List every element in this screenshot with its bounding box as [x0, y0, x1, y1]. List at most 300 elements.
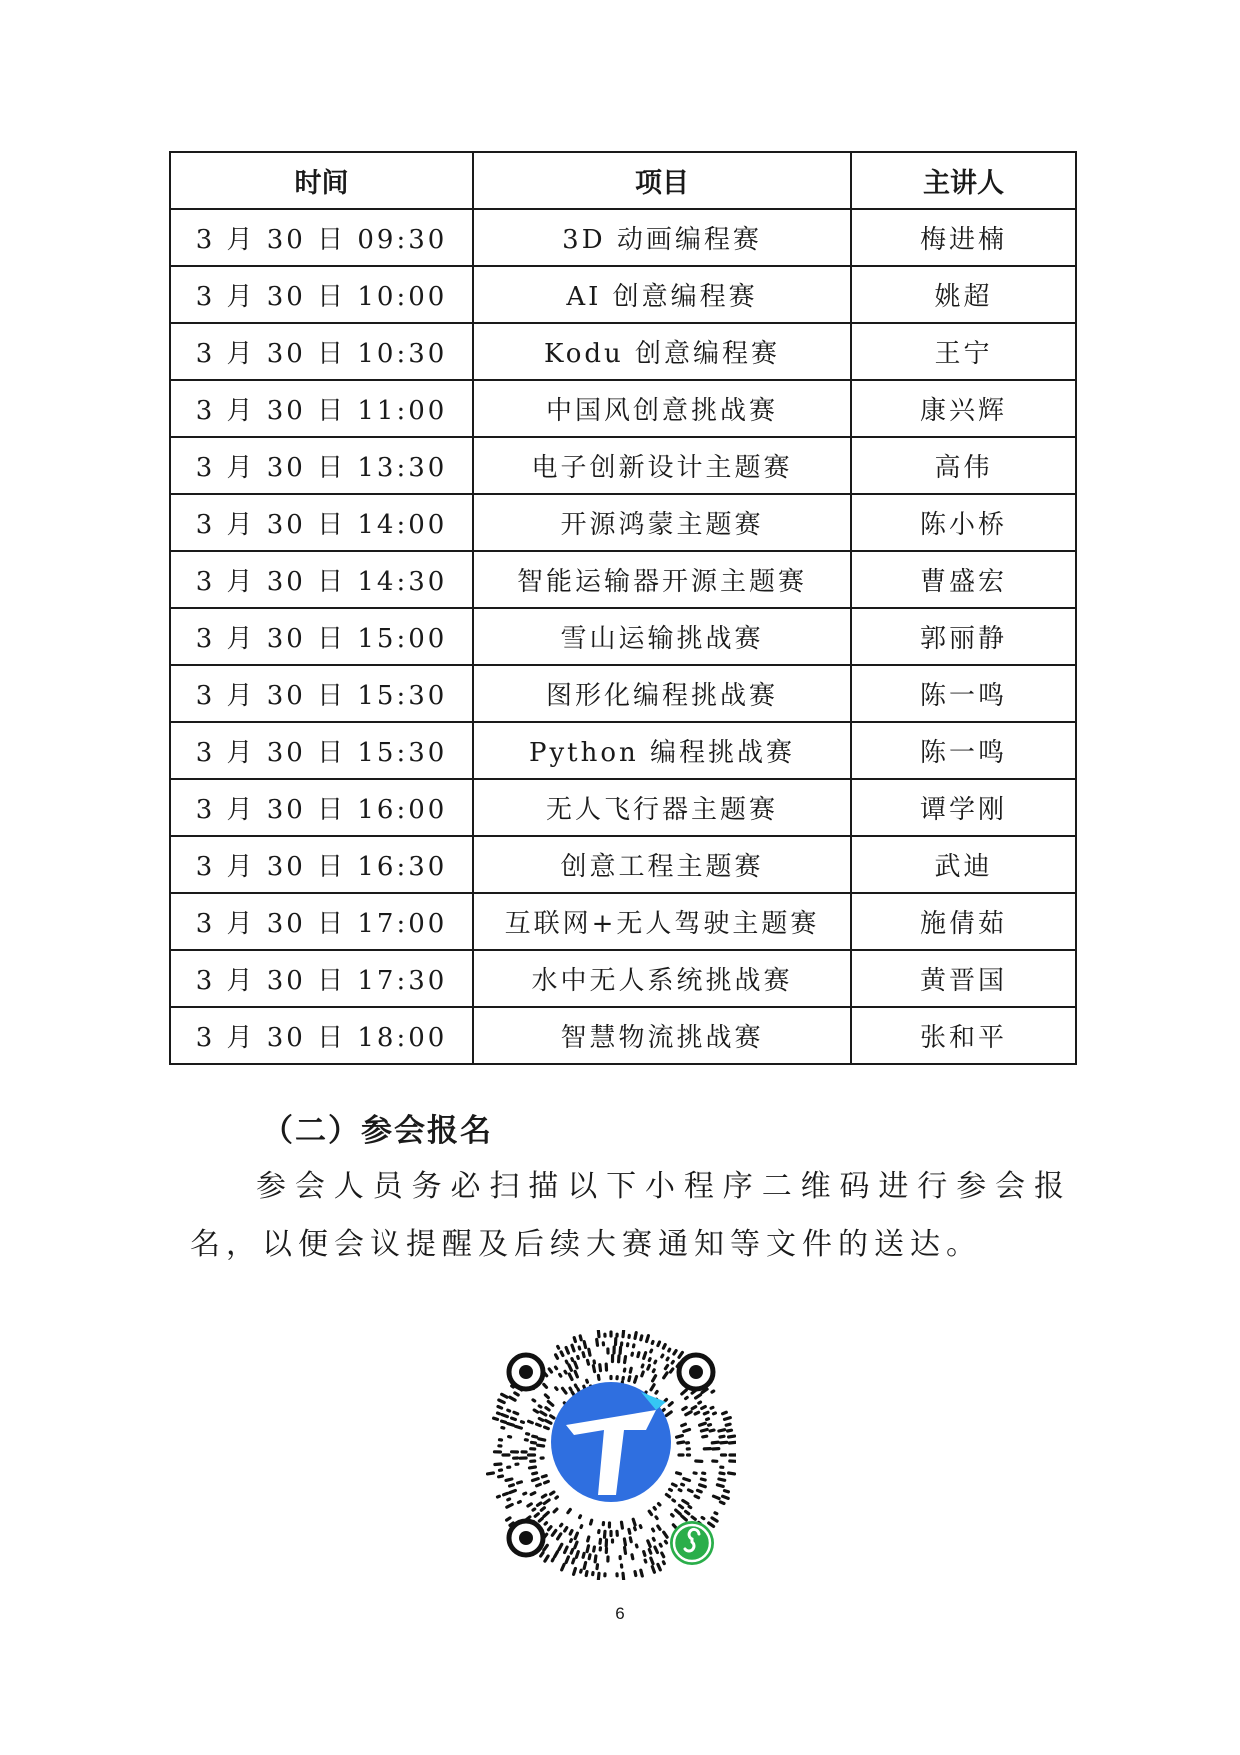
qr-code-dot [539, 1406, 541, 1407]
qr-code-dot [598, 1376, 599, 1380]
qr-code-dot [544, 1500, 549, 1504]
table-row [170, 266, 1076, 323]
qr-code-dot [510, 1491, 516, 1493]
qr-code-dot [638, 1353, 639, 1357]
registration-paragraph: 参会人员务必扫描以下小程序二维码进行参会报名，以便会议提醒及后续大赛通知等文件的送达。 [190, 1169, 1070, 1262]
qr-code-dot [551, 1492, 554, 1494]
qr-code-dot [682, 1424, 686, 1426]
qr-code-dot [656, 1392, 657, 1394]
cell-project: 互联网+无人驾驶主题赛 [473, 893, 851, 950]
qr-code-dot [624, 1539, 625, 1545]
cell-time: 3 月 30 日 09:30 [170, 209, 473, 266]
qr-code-dot [620, 1347, 621, 1353]
qr-code-dot [570, 1531, 572, 1535]
qr-code-dot [600, 1365, 601, 1371]
qr-code-dot [729, 1442, 735, 1443]
qr-code-dot [507, 1505, 512, 1508]
qr-code-dot [712, 1391, 714, 1392]
qr-code-dot [721, 1442, 727, 1443]
qr-code-dot [698, 1490, 702, 1492]
cell-speaker: 陈一鸣 [851, 722, 1076, 779]
qr-code-dot [552, 1531, 556, 1536]
cell-time: 3 月 30 日 10:00 [170, 266, 473, 323]
qr-code-dot [640, 1526, 641, 1528]
qr-code-dot [625, 1548, 626, 1554]
qr-code-dot [635, 1528, 636, 1530]
qr-code-dot [729, 1436, 735, 1437]
qr-code-dot [504, 1493, 508, 1494]
qr-code-dot [725, 1491, 729, 1492]
qr-code-dot [494, 1418, 498, 1419]
cell-time: 3 月 30 日 11:00 [170, 380, 473, 437]
qr-code-dot [695, 1412, 699, 1414]
qr-code-dot [558, 1346, 559, 1348]
qr-code-dot [714, 1413, 716, 1414]
qr-code-dot [537, 1424, 541, 1426]
cell-speaker: 施倩茹 [851, 893, 1076, 950]
qr-code-dot [565, 1371, 566, 1373]
cell-time: 3 月 30 日 16:00 [170, 779, 473, 836]
qr-code-dot [539, 1518, 542, 1521]
qr-code-dot [575, 1362, 577, 1368]
qr-code-dot [679, 1505, 682, 1507]
qr-code-dot [499, 1476, 503, 1477]
qr-code-dot [502, 1415, 508, 1417]
qr-code-dot [710, 1430, 714, 1431]
qr-code-dot [653, 1538, 654, 1540]
table-row [170, 950, 1076, 1007]
qr-code-dot [702, 1518, 704, 1519]
qr-code-dot [635, 1377, 637, 1383]
section-heading: （二）参会报名 [262, 1113, 493, 1149]
header-time: 时间 [170, 152, 473, 209]
cell-project: 智慧物流挑战赛 [473, 1007, 851, 1064]
qr-code-dot [508, 1499, 510, 1500]
qr-code-dot [669, 1349, 670, 1351]
cell-time: 3 月 30 日 16:30 [170, 836, 473, 893]
cell-time: 3 月 30 日 14:30 [170, 551, 473, 608]
qr-code-dot [712, 1442, 718, 1443]
qr-code-dot [527, 1434, 529, 1435]
qr-code-dot [677, 1473, 681, 1474]
qr-code-dot [702, 1407, 706, 1409]
cell-project: 创意工程主题赛 [473, 836, 851, 893]
qr-code-dot [575, 1385, 576, 1387]
qr-code-dot [510, 1397, 515, 1400]
qr-code-dot [572, 1345, 574, 1351]
qr-code-dot [684, 1479, 690, 1481]
qr-code-dot [508, 1410, 510, 1411]
header-project: 项目 [473, 152, 851, 209]
cell-project: AI 创意编程赛 [473, 266, 851, 323]
qr-code-dot [666, 1495, 669, 1497]
qr-code-dot [588, 1537, 589, 1541]
cell-speaker: 张和平 [851, 1007, 1076, 1064]
qr-code-dot [514, 1412, 518, 1414]
qr-code-dot [669, 1403, 672, 1406]
qr-code-dot [502, 1394, 507, 1397]
qr-code-dot [538, 1445, 544, 1446]
qr-code-dot [570, 1388, 571, 1390]
cell-time: 3 月 30 日 10:30 [170, 323, 473, 380]
qr-code-dot [542, 1495, 545, 1497]
qr-code-dot [677, 1436, 683, 1438]
qr-code-dot [654, 1508, 655, 1510]
qr-code-dot [584, 1342, 585, 1348]
qr-code-dot [581, 1526, 582, 1528]
qr-code-dot [538, 1503, 541, 1505]
qr-code-dot [593, 1366, 594, 1372]
qr-center-logo [551, 1382, 671, 1502]
cell-project: 无人飞行器主题赛 [473, 779, 851, 836]
qr-code-dot [648, 1541, 650, 1547]
qr-code-dot [715, 1513, 717, 1514]
qr-code-dot [683, 1407, 686, 1409]
qr-code-dot [551, 1416, 554, 1418]
qr-code-dot [583, 1353, 584, 1357]
qr-code-dot [644, 1552, 645, 1556]
qr-code-dot [544, 1384, 547, 1387]
qr-code-dot [554, 1509, 557, 1512]
qr-code-dot [653, 1376, 656, 1381]
qr-code-dot [487, 1473, 493, 1474]
qr-code-dot [676, 1510, 681, 1514]
qr-code-dot [552, 1559, 553, 1561]
table-row [170, 608, 1076, 665]
qr-code-dot [508, 1424, 514, 1426]
qr-code-dot [658, 1526, 660, 1529]
qr-code-dot [712, 1518, 717, 1521]
qr-code-dot [679, 1490, 681, 1491]
cell-project: Kodu 创意编程赛 [473, 323, 851, 380]
qr-code-dot [662, 1355, 663, 1357]
qr-code-dot [563, 1388, 567, 1393]
qr-code-dot [653, 1370, 654, 1372]
qr-code-dot [548, 1401, 553, 1405]
cell-speaker: 陈一鸣 [851, 665, 1076, 722]
header-speaker: 主讲人 [851, 152, 1076, 209]
qr-code-dot [663, 1345, 665, 1349]
qr-code-dot [717, 1485, 723, 1487]
qr-code-dot [699, 1402, 701, 1403]
qr-code-dot [565, 1547, 568, 1552]
qr-code-dot [586, 1572, 587, 1576]
qr-code-dot [707, 1419, 709, 1420]
qr-code-dot [546, 1408, 549, 1410]
cell-time: 3 月 30 日 15:00 [170, 608, 473, 665]
qr-code-dot [647, 1336, 649, 1342]
cell-project: 3D 动画编程赛 [473, 209, 851, 266]
schedule-table [169, 151, 1077, 1065]
qr-code-dot [559, 1544, 562, 1549]
qr-code-dot [682, 1390, 687, 1394]
qr-code-dot [663, 1410, 665, 1411]
qr-code-dot [498, 1407, 502, 1409]
qr-code-dot [545, 1556, 548, 1561]
qr-code-dot [591, 1520, 592, 1524]
cell-time: 3 月 30 日 18:00 [170, 1007, 473, 1064]
qr-code-dot [584, 1563, 585, 1569]
qr-code-dot [632, 1555, 633, 1559]
qr-code-dot [665, 1541, 666, 1543]
qr-code-dot [549, 1369, 551, 1372]
cell-project: 水中无人系统挑战赛 [473, 950, 851, 1007]
qr-code-dot [709, 1523, 714, 1526]
qr-code-dot [701, 1430, 707, 1432]
qr-code-dot [533, 1509, 535, 1510]
qr-code-dot [502, 1421, 506, 1422]
qr-code-dot [665, 1400, 666, 1401]
qr-code-dot [515, 1393, 518, 1395]
qr-code-dot [518, 1482, 522, 1483]
qr-code-dot [623, 1331, 624, 1337]
qr-code-dot [544, 1545, 548, 1550]
qr-code-dot [565, 1528, 567, 1531]
table-row [170, 779, 1076, 836]
table-row [170, 380, 1076, 437]
qr-code-dot [545, 1427, 549, 1429]
qr-code-dot [648, 1365, 650, 1369]
qr-code-dot [700, 1423, 706, 1425]
cell-time: 3 月 30 日 17:30 [170, 950, 473, 1007]
qr-code-dot [574, 1338, 575, 1342]
qr-code-dot [642, 1372, 643, 1376]
qr-code-dot [709, 1425, 711, 1426]
qr-code-dot [566, 1557, 568, 1563]
qr-code-dot [583, 1553, 584, 1557]
qr-code-dot [719, 1479, 725, 1480]
qr-code-dot [655, 1361, 656, 1363]
cell-speaker: 姚超 [851, 266, 1076, 323]
qr-code-dot [651, 1350, 652, 1352]
qr-finder-eye-center [519, 1531, 533, 1545]
qr-code-dot [649, 1511, 651, 1514]
qr-code-dot [671, 1369, 673, 1372]
qr-code-dot [682, 1516, 687, 1520]
qr-code-dot [641, 1570, 643, 1576]
qr-code-dot [665, 1365, 667, 1368]
table-row [170, 209, 1076, 266]
qr-code-dot [545, 1395, 548, 1398]
cell-project: 电子创新设计主题赛 [473, 437, 851, 494]
qr-code-dot [598, 1331, 599, 1337]
qr-code-dot [678, 1442, 684, 1443]
qr-code-dot [561, 1352, 563, 1356]
qr-code-dot [660, 1544, 661, 1546]
qr-code-dot [539, 1439, 545, 1440]
qr-code-dot [524, 1493, 526, 1494]
cell-time: 3 月 30 日 13:30 [170, 437, 473, 494]
qr-code-dot [597, 1339, 598, 1345]
qr-code-dot [558, 1534, 561, 1539]
cell-project: 雪山运输挑战赛 [473, 608, 851, 665]
qr-code-dot [533, 1436, 537, 1437]
qr-code-dot [535, 1514, 538, 1517]
cell-time: 3 月 30 日 15:30 [170, 722, 473, 779]
qr-code-dot [529, 1421, 533, 1423]
qr-code-dot [566, 1348, 568, 1354]
qr-code-dot [594, 1547, 595, 1551]
qr-code-dot [507, 1518, 510, 1520]
qr-code-dot [642, 1365, 643, 1367]
cell-project: Python 编程挑战赛 [473, 722, 851, 779]
cell-speaker: 谭学刚 [851, 779, 1076, 836]
page-number: 6 [615, 1604, 625, 1623]
qr-code-dot [556, 1355, 558, 1359]
mini-program-badge-icon [670, 1521, 714, 1565]
qr-finder-eye-center [519, 1365, 533, 1379]
cell-speaker: 高伟 [851, 437, 1076, 494]
qr-code-dot [651, 1385, 654, 1390]
qr-code-dot [666, 1412, 671, 1416]
qr-code-dot [579, 1347, 580, 1349]
qr-code-dot [575, 1533, 577, 1539]
qr-code-dot [605, 1531, 606, 1537]
qr-code-dot [541, 1508, 544, 1511]
qr-code-dot [630, 1368, 631, 1372]
qr-code-dot [498, 1413, 500, 1414]
qr-code-dot [653, 1529, 654, 1531]
qr-code-dot [522, 1422, 524, 1423]
cell-time: 3 月 30 日 14:00 [170, 494, 473, 551]
cell-speaker: 梅进楠 [851, 209, 1076, 266]
qr-code-dot [561, 1524, 562, 1526]
qr-code-dot [560, 1374, 561, 1376]
cell-speaker: 曹盛宏 [851, 551, 1076, 608]
qr-code-dot [622, 1522, 623, 1528]
qr-code-dot [580, 1516, 581, 1518]
table-row [170, 494, 1076, 551]
qr-code-dot [568, 1510, 570, 1513]
qr-code-dot [725, 1418, 731, 1420]
table-row [170, 1007, 1076, 1064]
qr-code-dot [541, 1412, 546, 1415]
qr-code-dot [629, 1529, 630, 1533]
qr-code-dot [530, 1467, 536, 1468]
qr-code-dot [667, 1358, 668, 1360]
qr-code-dot [633, 1519, 635, 1525]
qr-code-dot [728, 1430, 732, 1431]
qr-code-dot [573, 1559, 574, 1563]
qr-code-dot [729, 1473, 735, 1474]
qr-code-dot [692, 1407, 696, 1409]
qr-code-dot [726, 1424, 730, 1425]
qr-code-dot [532, 1442, 536, 1443]
qr-code-dot [597, 1565, 598, 1569]
qr-code-dot [528, 1504, 531, 1506]
cell-time: 3 月 30 日 17:00 [170, 893, 473, 950]
qr-code-dot [533, 1473, 537, 1474]
qr-code-dot [689, 1490, 693, 1492]
qr-code-dot [569, 1365, 572, 1370]
qr-code-dot [556, 1388, 557, 1390]
qr-code-dot [537, 1484, 541, 1486]
qr-code-dot [499, 1400, 504, 1403]
qr-code-dot [587, 1380, 588, 1382]
qr-code-dot [533, 1400, 535, 1401]
qr-code-dot [662, 1553, 664, 1557]
qr-code-dot [556, 1367, 557, 1369]
qr-code-dot [510, 1485, 514, 1486]
qr-code-dot [674, 1351, 676, 1354]
qr-code-dot [659, 1504, 660, 1505]
qr-code-dot [711, 1407, 713, 1408]
qr-code-dot [571, 1550, 573, 1554]
qr-code-dot [686, 1397, 688, 1398]
qr-code-dot [623, 1573, 624, 1579]
qr-code-dot [700, 1485, 706, 1487]
cell-speaker: 黄晋国 [851, 950, 1076, 1007]
qr-code-dot [629, 1377, 630, 1381]
qr-code-dot [541, 1553, 543, 1556]
qr-code-dot [600, 1539, 601, 1543]
qr-code-dot [542, 1476, 546, 1477]
qr-code-dot [533, 1479, 539, 1481]
qr-finder-eye-center [689, 1365, 703, 1379]
qr-code-dot [575, 1542, 577, 1548]
cell-speaker: 郭丽静 [851, 608, 1076, 665]
qr-code-dot [556, 1497, 558, 1498]
qr-code-dot [686, 1511, 689, 1513]
qr-code-dot [641, 1336, 642, 1340]
qr-code-dot [719, 1430, 725, 1431]
cell-project: 图形化编程挑战赛 [473, 665, 851, 722]
qr-code-dot [519, 1502, 521, 1503]
qr-code-dot [636, 1545, 637, 1547]
qr-code-dot [703, 1436, 707, 1437]
table-row [170, 437, 1076, 494]
qr-code-dot [720, 1502, 724, 1504]
qr-code-dot [723, 1412, 727, 1413]
cell-speaker: 王宁 [851, 323, 1076, 380]
table-row [170, 665, 1076, 722]
qr-code-dot [545, 1523, 546, 1524]
qr-code-dot [587, 1546, 588, 1552]
qr-code-dot [545, 1481, 549, 1483]
qr-code-dot [574, 1569, 576, 1575]
qr-code-dot [652, 1567, 654, 1573]
qr-code-dot [555, 1552, 558, 1557]
qr-code-dot [506, 1479, 512, 1480]
qr-code-dot [569, 1374, 572, 1379]
qr-code-dot [696, 1395, 701, 1398]
table-row [170, 722, 1076, 779]
qr-code-dot [673, 1525, 676, 1528]
qr-code-dot [673, 1484, 677, 1486]
qr-code-dot [645, 1560, 646, 1562]
qr-code-dot [664, 1532, 667, 1537]
qr-code-dot [549, 1527, 552, 1530]
qr-code-dot [704, 1412, 708, 1414]
qr-code-dot [516, 1426, 522, 1428]
qr-code-dot [598, 1573, 599, 1579]
qr-code-dot [644, 1353, 646, 1359]
qr-code-dot [679, 1352, 682, 1357]
cell-project: 智能运输器开源主题赛 [473, 551, 851, 608]
qr-code-dot [539, 1419, 543, 1421]
qr-code-dot [498, 1496, 500, 1497]
qr-code-dot [576, 1552, 578, 1558]
qr-code-dot [572, 1359, 573, 1361]
qr-code-dot [578, 1357, 579, 1359]
qr-code-dot [664, 1373, 667, 1378]
qr-code-dot [673, 1500, 675, 1501]
qr-code-dot [672, 1515, 674, 1516]
mini-program-qr-code[interactable] [486, 1330, 736, 1580]
qr-code-dot [670, 1489, 672, 1490]
qr-code-dot [701, 1479, 705, 1480]
qr-code-dot [588, 1360, 589, 1364]
